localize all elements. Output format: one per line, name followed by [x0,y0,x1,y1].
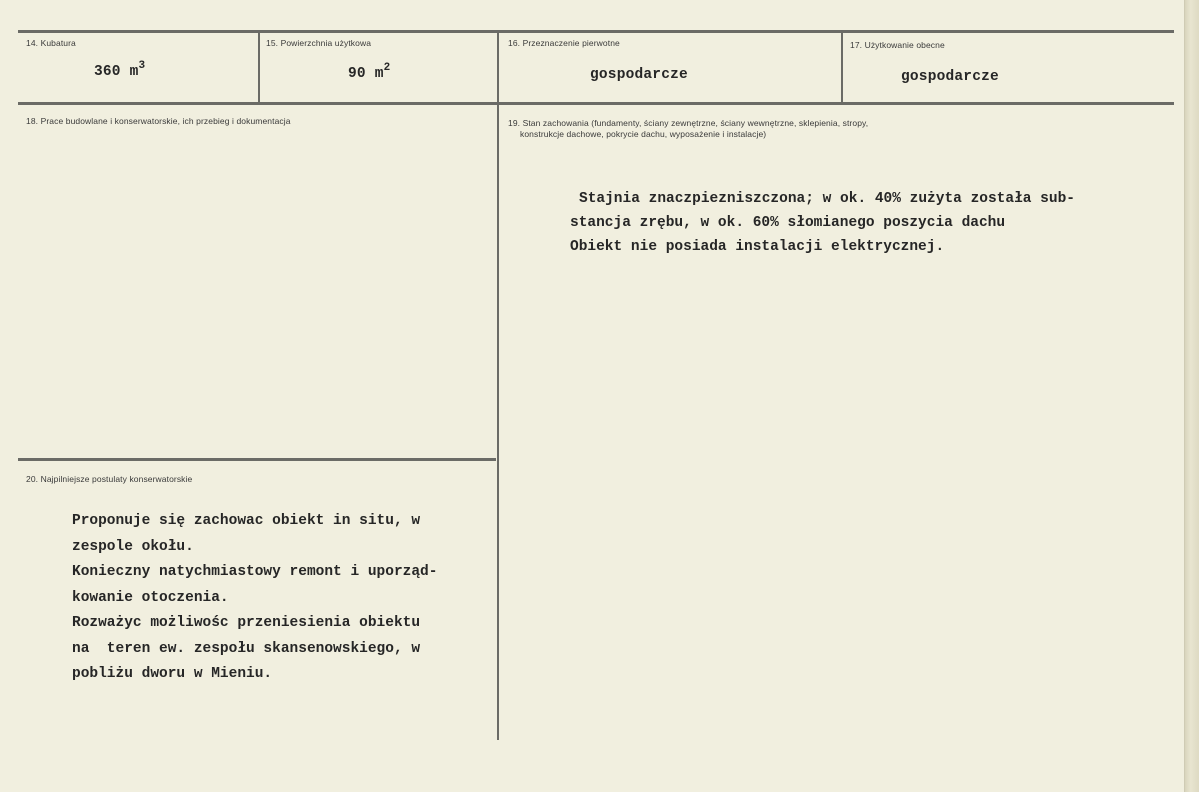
field-20-line: pobliżu dworu w Mieniu. [72,666,273,682]
top-rule [18,30,1174,33]
field-15-label: 15. Powierzchnia użytkowa [266,38,372,48]
field-17-label: 17. Użytkowanie obecne [850,40,945,50]
col-divider-2 [497,32,499,740]
section-20-divider [18,458,496,461]
col-divider-1 [258,32,260,102]
field-20-line: Rozważyc możliwośc przeniesienia obiektu [72,615,421,631]
col-divider-3 [841,32,843,102]
field-20-line: na teren ew. zespołu skansenowskiego, w [72,640,421,657]
field-19-line: stancja zrębu, w ok. 60% słomianego poszycia dachu [570,215,1006,231]
field-19-label-line2: konstrukcje dachowe, pokrycie dachu, wyposażenie i instalacje) [520,129,767,139]
field-17-value: gospodarcze [901,69,999,85]
row-divider [18,102,1174,105]
page-edge [1185,0,1199,792]
field-14-value: 360 $m^3$ [94,60,146,80]
field-20-line: zespole okołu. [72,538,194,555]
field-19-line: Obiekt nie posiada instalacji elektrycznej. [570,239,945,255]
field-14-label: 14. Kubatura [26,38,76,48]
field-15-value: 90 $m^2$ [348,62,391,82]
field-19-text [570,187,1075,259]
field-20-line: kowanie otoczenia. [72,589,229,606]
field-18-label: 18. Prace budowlane i konserwatorskie, ich przebieg i dokumentacja [26,116,291,126]
field-16-label: 16. Przeznaczenie pierwotne [508,38,620,48]
field-20-label: 20. Najpilniejsze postulaty konserwatorskie [26,474,193,484]
field-19-label-line1: 19. Stan zachowania (fundamenty, ściany zewnętrzne, ściany wewnętrzne, sklepienia, stropy, [508,118,869,128]
field-20-text [72,509,437,688]
field-19-line: Stajnia znaczpiezniszczona; w ok. 40% zużyta została sub- [579,191,1075,207]
field-20-line: Konieczny natychmiastowy remont i uporząd- [72,564,438,580]
field-16-value: gospodarcze [590,67,688,83]
field-20-line: Proponuje się zachowac obiekt in situ, w [72,513,421,529]
